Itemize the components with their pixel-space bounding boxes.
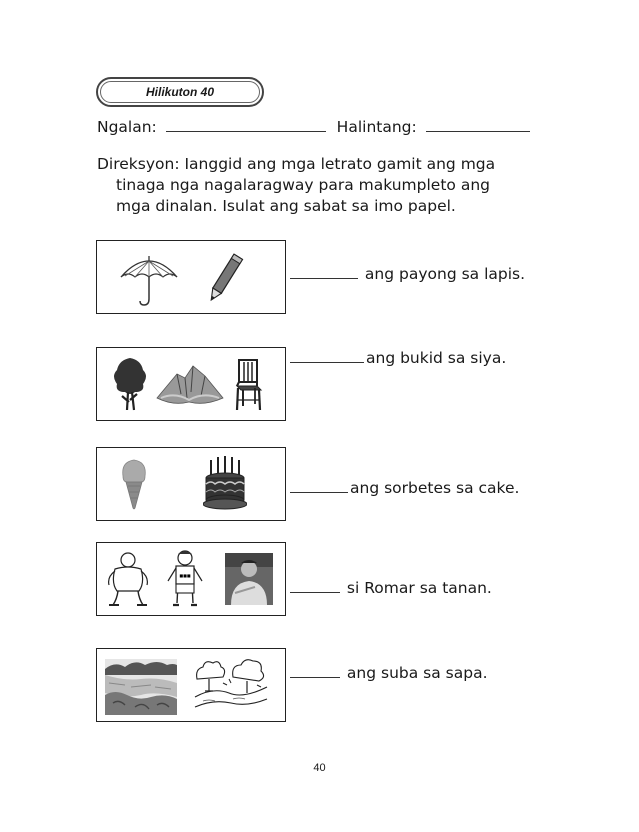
item-4-picture-box <box>96 542 286 616</box>
item-3-picture-box <box>96 447 286 521</box>
chair-icon <box>233 358 265 412</box>
ice-cream-icon <box>119 456 149 512</box>
item-1-text: ang payong sa lapis. <box>360 265 526 283</box>
directions-line-2: tinaga nga nagalaragway para makumpleto ang <box>116 176 490 194</box>
activity-title: Hilikuton 40 <box>145 85 214 99</box>
answer-blank <box>290 478 348 493</box>
activity-badge <box>96 77 264 107</box>
grade-label: Halintang: <box>336 118 417 136</box>
answer-blank <box>290 264 358 279</box>
item-4-sentence <box>290 578 492 597</box>
directions-line-1: Direksyon: Ianggid ang mga letrato gamit ang mga <box>97 155 496 173</box>
answer-blank <box>290 663 340 678</box>
name-label: Ngalan: <box>97 118 157 136</box>
stream-icon <box>193 657 269 715</box>
grade-blank <box>426 117 530 132</box>
item-2-text: ang bukid sa siya. <box>366 349 507 367</box>
item-5-text: ang suba sa sapa. <box>342 664 488 682</box>
svg-text:■■■: ■■■ <box>179 573 191 578</box>
river-icon <box>105 659 177 715</box>
page-number: 40 <box>313 762 326 774</box>
pencil-icon <box>205 249 245 307</box>
item-2-sentence <box>290 348 506 367</box>
boy-thin-icon <box>165 549 205 609</box>
answer-blank <box>290 578 340 593</box>
student-fields <box>97 117 530 136</box>
tree-icon <box>111 356 149 412</box>
cake-icon <box>203 454 247 512</box>
mountain-icon <box>155 358 225 410</box>
answer-blank <box>290 348 364 363</box>
item-5-picture-box <box>96 648 286 722</box>
item-3-text: ang sorbetes sa cake. <box>350 479 520 497</box>
umbrella-icon <box>117 251 181 307</box>
boy-heavy-icon <box>105 551 151 609</box>
item-1-sentence <box>290 264 525 283</box>
item-2-picture-box <box>96 347 286 421</box>
item-4-text: si Romar sa tanan. <box>342 579 492 597</box>
item-5-sentence <box>290 663 488 682</box>
item-3-sentence <box>290 478 519 497</box>
item-1-picture-box <box>96 240 286 314</box>
directions <box>97 154 567 217</box>
name-blank <box>166 117 326 132</box>
directions-line-3: mga dinalan. Isulat ang sabat sa imo papel. <box>116 197 456 215</box>
boy-photo-icon <box>225 553 273 605</box>
